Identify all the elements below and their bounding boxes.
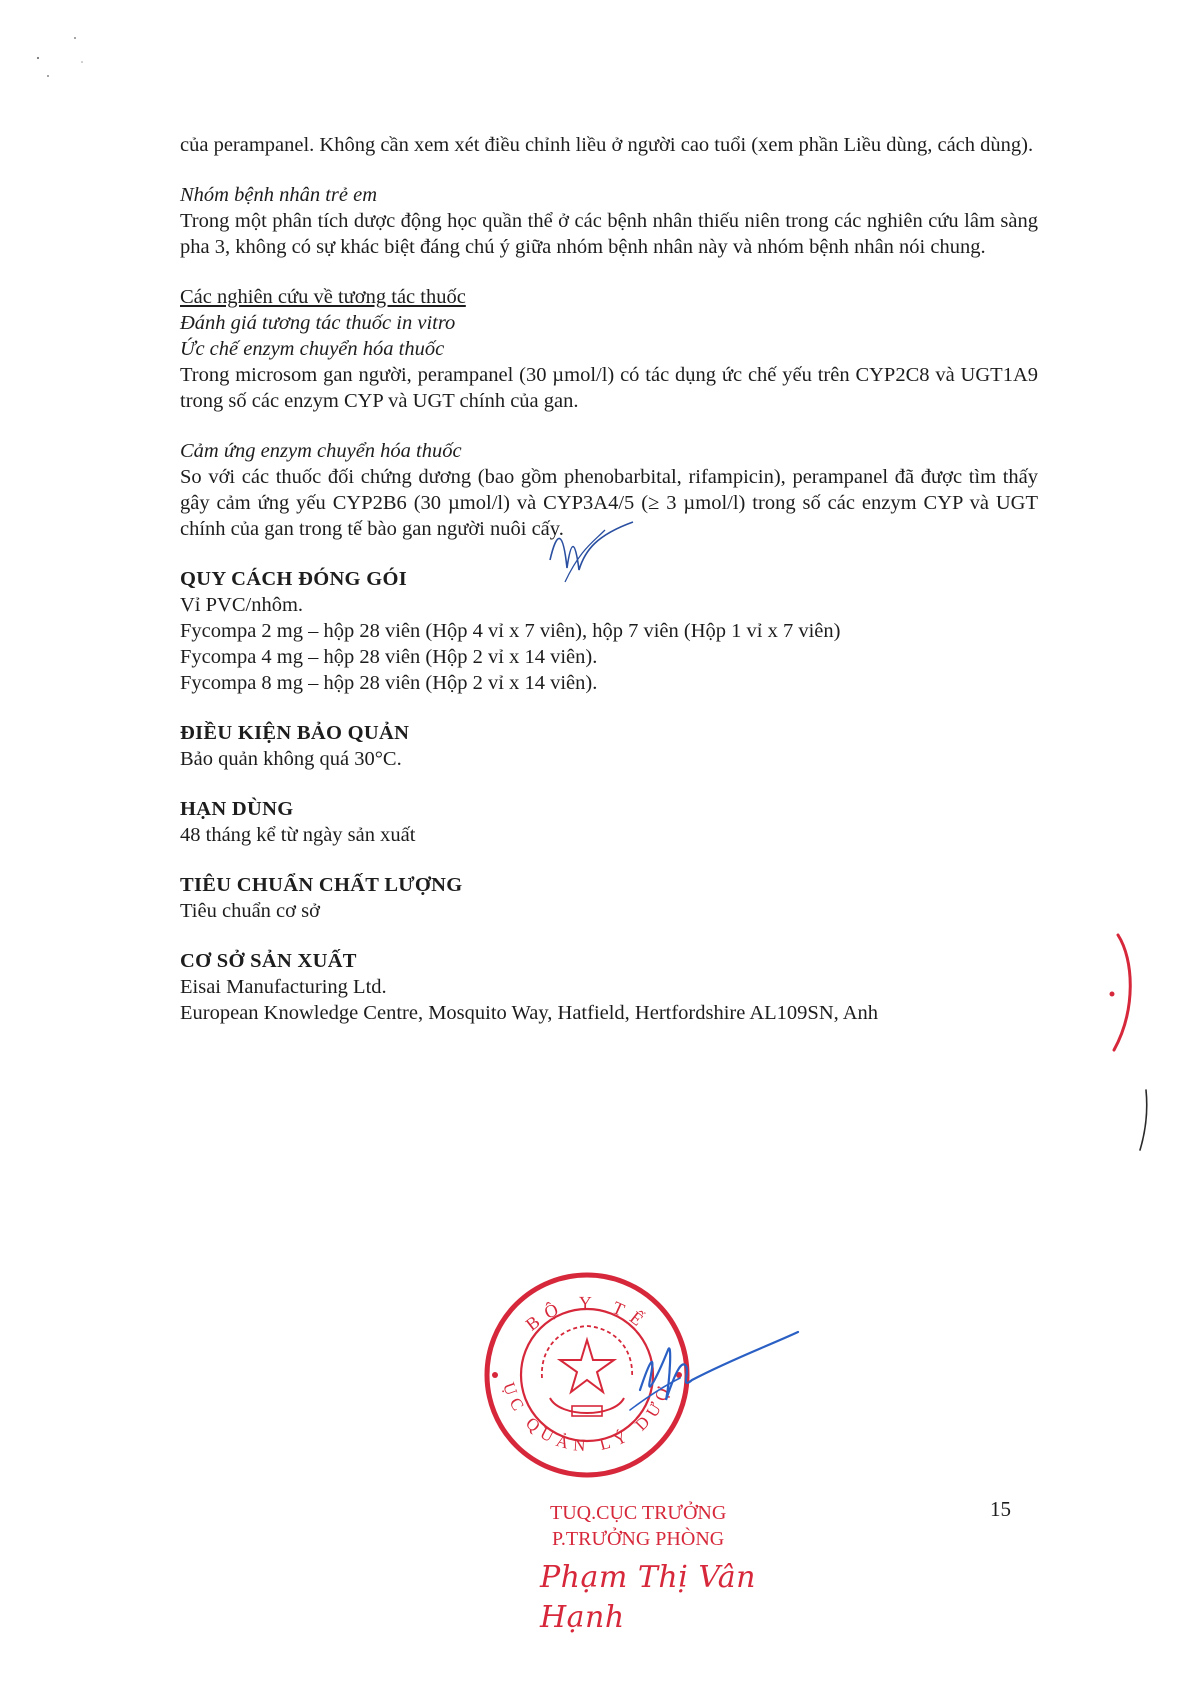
shelf-life-text: 48 tháng kể từ ngày sản xuất [180,824,416,846]
signature-name: Phạm Thị Vân Hạnh [540,1560,756,1635]
pediatric-heading: Nhóm bệnh nhân trẻ em [180,184,378,206]
induction-heading: Cảm ứng enzym chuyển hóa thuốc [180,440,462,462]
packaging-line: Fycompa 4 mg – hộp 28 viên (Hộp 2 vỉ x 14 viên). [180,646,598,668]
manufacturer-line: European Knowledge Centre, Mosquito Way, Hatfield, Hertfordshire AL109SN, Anh [180,1002,879,1024]
pediatric-text: Trong một phân tích dược động học quần thể ở các bệnh nhân thiếu niên trong các nghiên cứu lâm sàng pha 3, không có sự khác biệt đáng chú ý giữa nhóm bệnh nhân này và nhóm bệnh nhân nói chung. [180,210,1038,258]
elderly-paragraph [180,132,1038,158]
pen-signature [620,1320,800,1430]
page-number: 15 [990,1497,1011,1521]
inhibition-heading: Ức chế enzym chuyển hóa thuốc [180,338,445,360]
margin-marks [1100,930,1160,1160]
quality-text: Tiêu chuẩn cơ sở [180,900,320,922]
quality-title: TIÊU CHUẨN CHẤT LƯỢNG [180,874,463,896]
inhibition-text: Trong microsom gan người, perampanel (30 µmol/l) có tác dụng ức chế yếu trên CYP2C8 và UGT1A9 trong số các enzym CYP và UGT chính của gan. [180,364,1038,412]
shelf-life-title: HẠN DÙNG [180,798,294,820]
elderly-text: của perampanel. Không cần xem xét điều chỉnh liều ở người cao tuổi (xem phần Liều dùng, cách dùng). [180,134,1034,156]
packaging-line: Vỉ PVC/nhôm. [180,594,304,616]
pediatric-section [180,182,1038,260]
interaction-section [180,284,1038,414]
quality-section [180,872,1038,924]
interaction-heading: Các nghiên cứu về tương tác thuốc [180,286,466,308]
storage-title: ĐIỀU KIỆN BẢO QUẢN [180,722,410,744]
invitro-heading: Đánh giá tương tác thuốc in vitro [180,312,456,334]
stamp-text-bottom: ỤC QUẢN LÝ DƯỢ [499,1379,675,1456]
initials-mark [545,520,635,590]
stamp-text-top: BỘ Y TẾ [521,1292,654,1335]
manufacturer-title: CƠ SỞ SẢN XUẤT [180,950,357,972]
document-body [180,132,1038,1050]
packaging-title: QUY CÁCH ĐÓNG GÓI [180,568,407,590]
scan-specks [20,30,100,90]
signature-block [540,1500,820,1638]
packaging-line: Fycompa 2 mg – hộp 28 viên (Hộp 4 vỉ x 7 viên), hộp 7 viên (Hộp 1 vỉ x 7 viên) [180,620,841,642]
storage-section [180,720,1038,772]
induction-text: So với các thuốc đối chứng dương (bao gồm phenobarbital, rifampicin), perampanel đã được tìm thấy gây cảm ứng yếu CYP2B6 (30 µmol/l) và CYP3A4/5 (≥ 3 µmol/l) trong số các enzym CYP và UGT chính của gan trong tế bào gan người nuôi cấy. [180,466,1038,540]
signature-title-1: TUQ.CỤC TRƯỞNG [550,1502,727,1524]
shelf-life-section [180,796,1038,848]
storage-text: Bảo quản không quá 30°C. [180,748,402,770]
manufacturer-section [180,948,1038,1026]
signature-title-2: P.TRƯỞNG PHÒNG [552,1528,725,1550]
packaging-line: Fycompa 8 mg – hộp 28 viên (Hộp 2 vỉ x 14 viên). [180,672,598,694]
manufacturer-line: Eisai Manufacturing Ltd. [180,976,387,998]
